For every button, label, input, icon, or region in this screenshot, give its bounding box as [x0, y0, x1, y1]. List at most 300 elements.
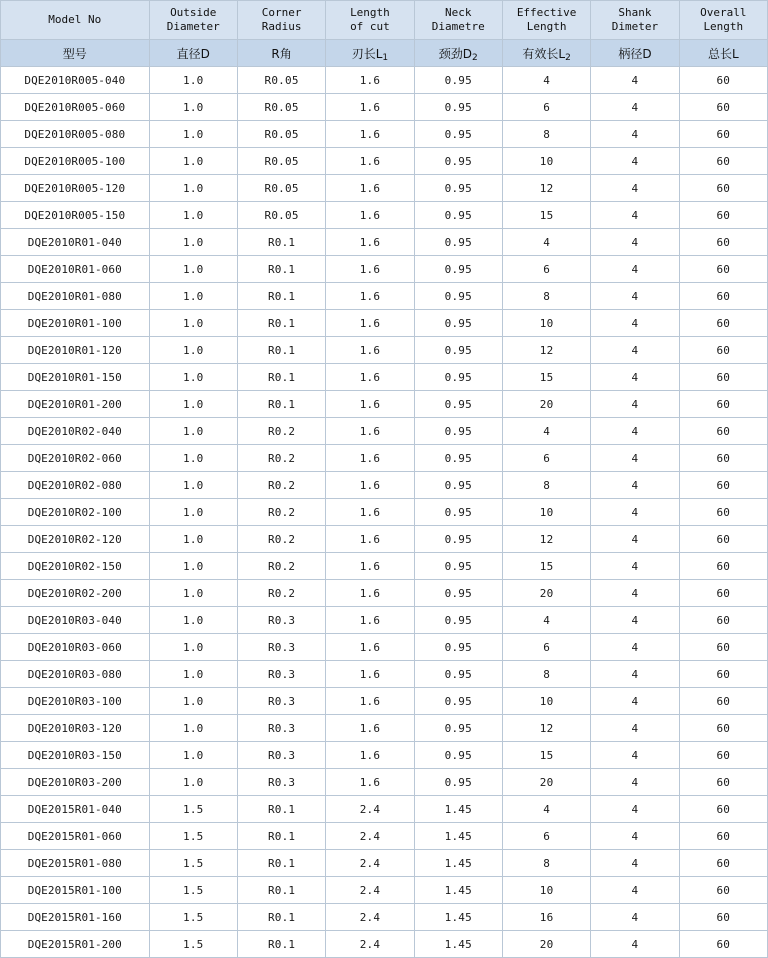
cell-value: R0.1: [237, 796, 325, 823]
table-row: [1, 553, 768, 580]
cell-value: 60: [679, 391, 767, 418]
cell-value: 0.95: [414, 634, 502, 661]
cell-value: 8: [502, 661, 590, 688]
cell-value: 1.0: [149, 472, 237, 499]
cell-value: 8: [502, 472, 590, 499]
table-row: [1, 391, 768, 418]
cell-value: 1.0: [149, 202, 237, 229]
cell-value: 0.95: [414, 715, 502, 742]
cell-value: 1.6: [326, 634, 414, 661]
table-row: [1, 202, 768, 229]
cell-value: 4: [591, 337, 679, 364]
column-header-cn-5: [502, 40, 590, 67]
table-row: [1, 418, 768, 445]
table-row: [1, 823, 768, 850]
table-row: [1, 229, 768, 256]
cell-value: 1.0: [149, 580, 237, 607]
cell-value: 15: [502, 553, 590, 580]
table-row: [1, 499, 768, 526]
cell-model-no: DQE2015R01-060: [1, 823, 150, 850]
cell-value: 1.6: [326, 445, 414, 472]
cell-value: 1.0: [149, 391, 237, 418]
cell-model-no: DQE2015R01-100: [1, 877, 150, 904]
cell-value: 0.95: [414, 364, 502, 391]
cell-value: R0.2: [237, 553, 325, 580]
cell-value: 1.0: [149, 418, 237, 445]
cell-value: 1.0: [149, 121, 237, 148]
cell-value: 1.5: [149, 877, 237, 904]
cell-value: 4: [591, 418, 679, 445]
table-row: [1, 796, 768, 823]
cell-value: 1.6: [326, 202, 414, 229]
column-header-en-7: [679, 1, 767, 40]
cell-model-no: DQE2010R03-060: [1, 634, 150, 661]
cell-value: 4: [591, 94, 679, 121]
cell-value: 16: [502, 904, 590, 931]
column-header-cn-label: 直径D: [176, 46, 210, 61]
table-header: [1, 1, 768, 67]
cell-value: 4: [591, 769, 679, 796]
cell-value: 4: [591, 742, 679, 769]
cell-value: R0.05: [237, 175, 325, 202]
cell-value: R0.1: [237, 904, 325, 931]
cell-value: R0.05: [237, 67, 325, 94]
cell-value: 60: [679, 472, 767, 499]
cell-model-no: DQE2010R01-100: [1, 310, 150, 337]
cell-value: R0.05: [237, 202, 325, 229]
cell-value: 4: [591, 229, 679, 256]
column-header-cn-label: 颈劲D2: [438, 46, 478, 63]
cell-value: 60: [679, 283, 767, 310]
cell-value: 4: [591, 175, 679, 202]
cell-value: 1.5: [149, 931, 237, 958]
cell-value: 1.5: [149, 796, 237, 823]
cell-value: 0.95: [414, 148, 502, 175]
cell-value: 1.6: [326, 175, 414, 202]
cell-value: 4: [591, 364, 679, 391]
cell-value: 60: [679, 607, 767, 634]
cell-value: 1.6: [326, 580, 414, 607]
cell-value: 4: [591, 256, 679, 283]
table-row: [1, 148, 768, 175]
cell-value: 60: [679, 337, 767, 364]
cell-value: 4: [591, 715, 679, 742]
cell-value: 6: [502, 256, 590, 283]
cell-value: 4: [591, 391, 679, 418]
column-header-cn-label: 柄径D: [618, 46, 652, 61]
cell-value: 6: [502, 634, 590, 661]
cell-value: 12: [502, 526, 590, 553]
cell-value: 1.0: [149, 364, 237, 391]
column-header-en-6: [591, 1, 679, 40]
column-header-cn-subscript: 2: [472, 52, 478, 63]
cell-model-no: DQE2010R02-120: [1, 526, 150, 553]
column-header-en-label: Model No: [48, 13, 102, 27]
column-header-cn-1: [149, 40, 237, 67]
cell-value: 1.6: [326, 526, 414, 553]
cell-value: 60: [679, 742, 767, 769]
cell-value: 1.0: [149, 661, 237, 688]
cell-value: R0.3: [237, 661, 325, 688]
cell-model-no: DQE2010R03-120: [1, 715, 150, 742]
cell-value: 0.95: [414, 580, 502, 607]
cell-value: 4: [591, 688, 679, 715]
cell-value: 1.0: [149, 526, 237, 553]
cell-value: 1.6: [326, 364, 414, 391]
table-row: [1, 715, 768, 742]
cell-value: 1.0: [149, 445, 237, 472]
cell-value: 15: [502, 742, 590, 769]
cell-value: 4: [591, 877, 679, 904]
cell-model-no: DQE2010R02-100: [1, 499, 150, 526]
cell-value: 0.95: [414, 283, 502, 310]
cell-value: R0.2: [237, 580, 325, 607]
cell-value: 0.95: [414, 661, 502, 688]
cell-value: R0.3: [237, 715, 325, 742]
cell-value: 1.6: [326, 283, 414, 310]
cell-value: 0.95: [414, 310, 502, 337]
cell-value: R0.1: [237, 823, 325, 850]
cell-value: 10: [502, 148, 590, 175]
column-header-en-label: Outside Diameter: [166, 6, 220, 33]
cell-value: 4: [591, 148, 679, 175]
column-header-cn-subscript: 2: [565, 52, 571, 63]
cell-value: 1.0: [149, 769, 237, 796]
cell-model-no: DQE2010R01-080: [1, 283, 150, 310]
cell-value: 0.95: [414, 418, 502, 445]
table-row: [1, 877, 768, 904]
cell-value: 4: [591, 445, 679, 472]
cell-value: 1.0: [149, 175, 237, 202]
cell-value: 60: [679, 202, 767, 229]
table-row: [1, 310, 768, 337]
cell-value: 4: [591, 283, 679, 310]
cell-model-no: DQE2010R03-150: [1, 742, 150, 769]
table-row: [1, 634, 768, 661]
cell-value: R0.1: [237, 256, 325, 283]
column-header-en-label: Neck Diametre: [431, 6, 485, 33]
cell-value: 1.6: [326, 67, 414, 94]
cell-value: 0.95: [414, 391, 502, 418]
table-row: [1, 850, 768, 877]
cell-value: 0.95: [414, 337, 502, 364]
cell-value: 60: [679, 445, 767, 472]
cell-value: 1.45: [414, 904, 502, 931]
cell-value: 1.0: [149, 229, 237, 256]
cell-value: 15: [502, 364, 590, 391]
column-header-cn-2: [237, 40, 325, 67]
cell-value: 0.95: [414, 742, 502, 769]
cell-value: 1.5: [149, 904, 237, 931]
cell-value: 1.6: [326, 661, 414, 688]
column-header-cn-label: 总长L: [707, 46, 739, 61]
cell-value: 1.0: [149, 634, 237, 661]
cell-value: 1.0: [149, 688, 237, 715]
cell-value: 0.95: [414, 94, 502, 121]
column-header-cn-label: 型号: [62, 46, 87, 61]
cell-value: 4: [591, 526, 679, 553]
cell-model-no: DQE2015R01-080: [1, 850, 150, 877]
cell-value: 60: [679, 175, 767, 202]
table-row: [1, 283, 768, 310]
table-row: [1, 769, 768, 796]
cell-model-no: DQE2010R01-060: [1, 256, 150, 283]
cell-value: 4: [591, 607, 679, 634]
column-header-cn-7: [679, 40, 767, 67]
cell-value: 0.95: [414, 553, 502, 580]
cell-value: 1.0: [149, 256, 237, 283]
cell-value: 0.95: [414, 526, 502, 553]
cell-model-no: DQE2010R03-040: [1, 607, 150, 634]
cell-value: 1.0: [149, 337, 237, 364]
cell-value: 4: [502, 607, 590, 634]
cell-value: 0.95: [414, 607, 502, 634]
cell-value: 2.4: [326, 796, 414, 823]
cell-value: 0.95: [414, 175, 502, 202]
table-row: [1, 175, 768, 202]
cell-value: 4: [591, 553, 679, 580]
cell-value: 4: [502, 229, 590, 256]
cell-value: 60: [679, 823, 767, 850]
cell-value: 4: [502, 418, 590, 445]
cell-value: 1.0: [149, 310, 237, 337]
cell-value: 60: [679, 715, 767, 742]
cell-value: R0.05: [237, 94, 325, 121]
cell-value: 1.6: [326, 607, 414, 634]
cell-value: 8: [502, 283, 590, 310]
cell-value: 4: [591, 931, 679, 958]
cell-value: 60: [679, 931, 767, 958]
cell-value: 4: [591, 67, 679, 94]
cell-value: 1.5: [149, 823, 237, 850]
cell-value: 1.6: [326, 256, 414, 283]
cell-value: 1.6: [326, 337, 414, 364]
cell-value: 1.6: [326, 499, 414, 526]
cell-value: 1.0: [149, 148, 237, 175]
cell-value: 60: [679, 877, 767, 904]
cell-model-no: DQE2010R005-150: [1, 202, 150, 229]
cell-value: 1.6: [326, 310, 414, 337]
cell-value: 60: [679, 310, 767, 337]
cell-value: 60: [679, 580, 767, 607]
cell-value: 1.0: [149, 715, 237, 742]
table-row: [1, 526, 768, 553]
column-header-cn-label: 刃长L1: [351, 46, 389, 63]
cell-model-no: DQE2010R01-040: [1, 229, 150, 256]
cell-value: 1.6: [326, 418, 414, 445]
cell-value: 4: [502, 796, 590, 823]
cell-value: 1.6: [326, 715, 414, 742]
column-header-en-label: Shank Dimeter: [611, 6, 659, 33]
cell-value: 1.6: [326, 688, 414, 715]
cell-value: 6: [502, 94, 590, 121]
cell-value: R0.2: [237, 445, 325, 472]
cell-value: 0.95: [414, 256, 502, 283]
cell-value: 60: [679, 121, 767, 148]
cell-value: 60: [679, 661, 767, 688]
cell-model-no: DQE2010R005-060: [1, 94, 150, 121]
cell-value: 2.4: [326, 931, 414, 958]
column-header-en-5: [502, 1, 590, 40]
table-row: [1, 337, 768, 364]
cell-value: 0.95: [414, 769, 502, 796]
cell-model-no: DQE2010R02-040: [1, 418, 150, 445]
cell-value: 60: [679, 499, 767, 526]
cell-value: 0.95: [414, 67, 502, 94]
column-header-cn-3: [326, 40, 414, 67]
header-row-chinese: [1, 40, 768, 67]
column-header-cn-0: [1, 40, 150, 67]
cell-value: 20: [502, 769, 590, 796]
cell-value: R0.1: [237, 931, 325, 958]
cell-value: 20: [502, 931, 590, 958]
cell-value: 1.0: [149, 94, 237, 121]
cell-model-no: DQE2010R02-150: [1, 553, 150, 580]
cell-value: 10: [502, 877, 590, 904]
column-header-en-2: [237, 1, 325, 40]
column-header-en-1: [149, 1, 237, 40]
column-header-cn-6: [591, 40, 679, 67]
cell-value: R0.05: [237, 121, 325, 148]
column-header-en-0: [1, 1, 150, 40]
cell-value: 4: [591, 823, 679, 850]
column-header-cn-subscript: 1: [382, 52, 389, 63]
cell-value: 20: [502, 580, 590, 607]
cell-value: 15: [502, 202, 590, 229]
table-row: [1, 904, 768, 931]
cell-value: R0.2: [237, 526, 325, 553]
cell-value: R0.05: [237, 148, 325, 175]
cell-value: 4: [591, 661, 679, 688]
cell-value: 10: [502, 688, 590, 715]
cell-model-no: DQE2010R01-120: [1, 337, 150, 364]
cell-model-no: DQE2010R02-200: [1, 580, 150, 607]
cell-value: 2.4: [326, 850, 414, 877]
cell-value: 0.95: [414, 472, 502, 499]
cell-value: 1.6: [326, 148, 414, 175]
cell-value: 12: [502, 337, 590, 364]
cell-model-no: DQE2010R03-080: [1, 661, 150, 688]
cell-value: R0.2: [237, 472, 325, 499]
cell-value: R0.3: [237, 742, 325, 769]
cell-model-no: DQE2010R02-080: [1, 472, 150, 499]
cell-value: 4: [591, 796, 679, 823]
cell-value: 12: [502, 175, 590, 202]
cell-value: 1.5: [149, 850, 237, 877]
cell-value: 0.95: [414, 229, 502, 256]
cell-value: R0.3: [237, 634, 325, 661]
cell-value: 4: [591, 202, 679, 229]
cell-value: 1.0: [149, 499, 237, 526]
cell-value: 1.6: [326, 229, 414, 256]
cell-value: 4: [591, 850, 679, 877]
table-row: [1, 256, 768, 283]
cell-value: 4: [591, 472, 679, 499]
cell-model-no: DQE2015R01-200: [1, 931, 150, 958]
column-header-en-3: [326, 1, 414, 40]
table-row: [1, 661, 768, 688]
cell-value: 1.45: [414, 823, 502, 850]
cell-value: 4: [591, 634, 679, 661]
cell-value: 1.6: [326, 472, 414, 499]
cell-model-no: DQE2010R005-120: [1, 175, 150, 202]
cell-value: 0.95: [414, 499, 502, 526]
cell-value: R0.3: [237, 607, 325, 634]
cell-value: R0.1: [237, 364, 325, 391]
column-header-en-label: Effective Length: [516, 6, 577, 33]
cell-model-no: DQE2015R01-040: [1, 796, 150, 823]
table-row: [1, 742, 768, 769]
cell-model-no: DQE2010R03-100: [1, 688, 150, 715]
cell-value: 4: [502, 67, 590, 94]
cell-value: 60: [679, 688, 767, 715]
cell-value: 60: [679, 148, 767, 175]
cell-value: 2.4: [326, 823, 414, 850]
cell-value: 60: [679, 850, 767, 877]
cell-value: 0.95: [414, 121, 502, 148]
cell-value: 60: [679, 769, 767, 796]
cell-value: 20: [502, 391, 590, 418]
cell-value: 60: [679, 418, 767, 445]
cell-model-no: DQE2010R01-150: [1, 364, 150, 391]
cell-value: R0.2: [237, 418, 325, 445]
cell-value: R0.3: [237, 769, 325, 796]
header-row-english: [1, 1, 768, 40]
cell-value: 60: [679, 229, 767, 256]
cell-value: 8: [502, 121, 590, 148]
cell-value: 1.6: [326, 553, 414, 580]
table-row: [1, 688, 768, 715]
table-row: [1, 364, 768, 391]
table-row: [1, 121, 768, 148]
cell-value: 0.95: [414, 445, 502, 472]
cell-value: 1.45: [414, 877, 502, 904]
cell-value: 1.6: [326, 94, 414, 121]
cell-value: 4: [591, 904, 679, 931]
cell-value: 60: [679, 634, 767, 661]
cell-value: 1.0: [149, 283, 237, 310]
cell-value: 2.4: [326, 877, 414, 904]
cell-model-no: DQE2010R01-200: [1, 391, 150, 418]
cell-value: 1.6: [326, 121, 414, 148]
cell-value: R0.1: [237, 229, 325, 256]
cell-model-no: DQE2010R005-100: [1, 148, 150, 175]
cell-value: 1.45: [414, 850, 502, 877]
cell-value: 4: [591, 499, 679, 526]
table-body: [1, 67, 768, 958]
column-header-cn-4: [414, 40, 502, 67]
cell-model-no: DQE2010R03-200: [1, 769, 150, 796]
cell-value: R0.1: [237, 283, 325, 310]
cell-model-no: DQE2010R02-060: [1, 445, 150, 472]
cell-value: 1.0: [149, 67, 237, 94]
cell-value: 8: [502, 850, 590, 877]
cell-value: 1.0: [149, 607, 237, 634]
table-row: [1, 67, 768, 94]
cell-model-no: DQE2010R005-080: [1, 121, 150, 148]
cell-value: 6: [502, 823, 590, 850]
cell-value: 60: [679, 553, 767, 580]
cell-value: 0.95: [414, 688, 502, 715]
cell-value: 4: [591, 580, 679, 607]
cell-value: 60: [679, 256, 767, 283]
table-row: [1, 445, 768, 472]
cell-value: 10: [502, 499, 590, 526]
column-header-en-label: Overall Length: [700, 6, 747, 33]
cell-value: 12: [502, 715, 590, 742]
cell-value: 1.0: [149, 553, 237, 580]
cell-value: 1.6: [326, 742, 414, 769]
